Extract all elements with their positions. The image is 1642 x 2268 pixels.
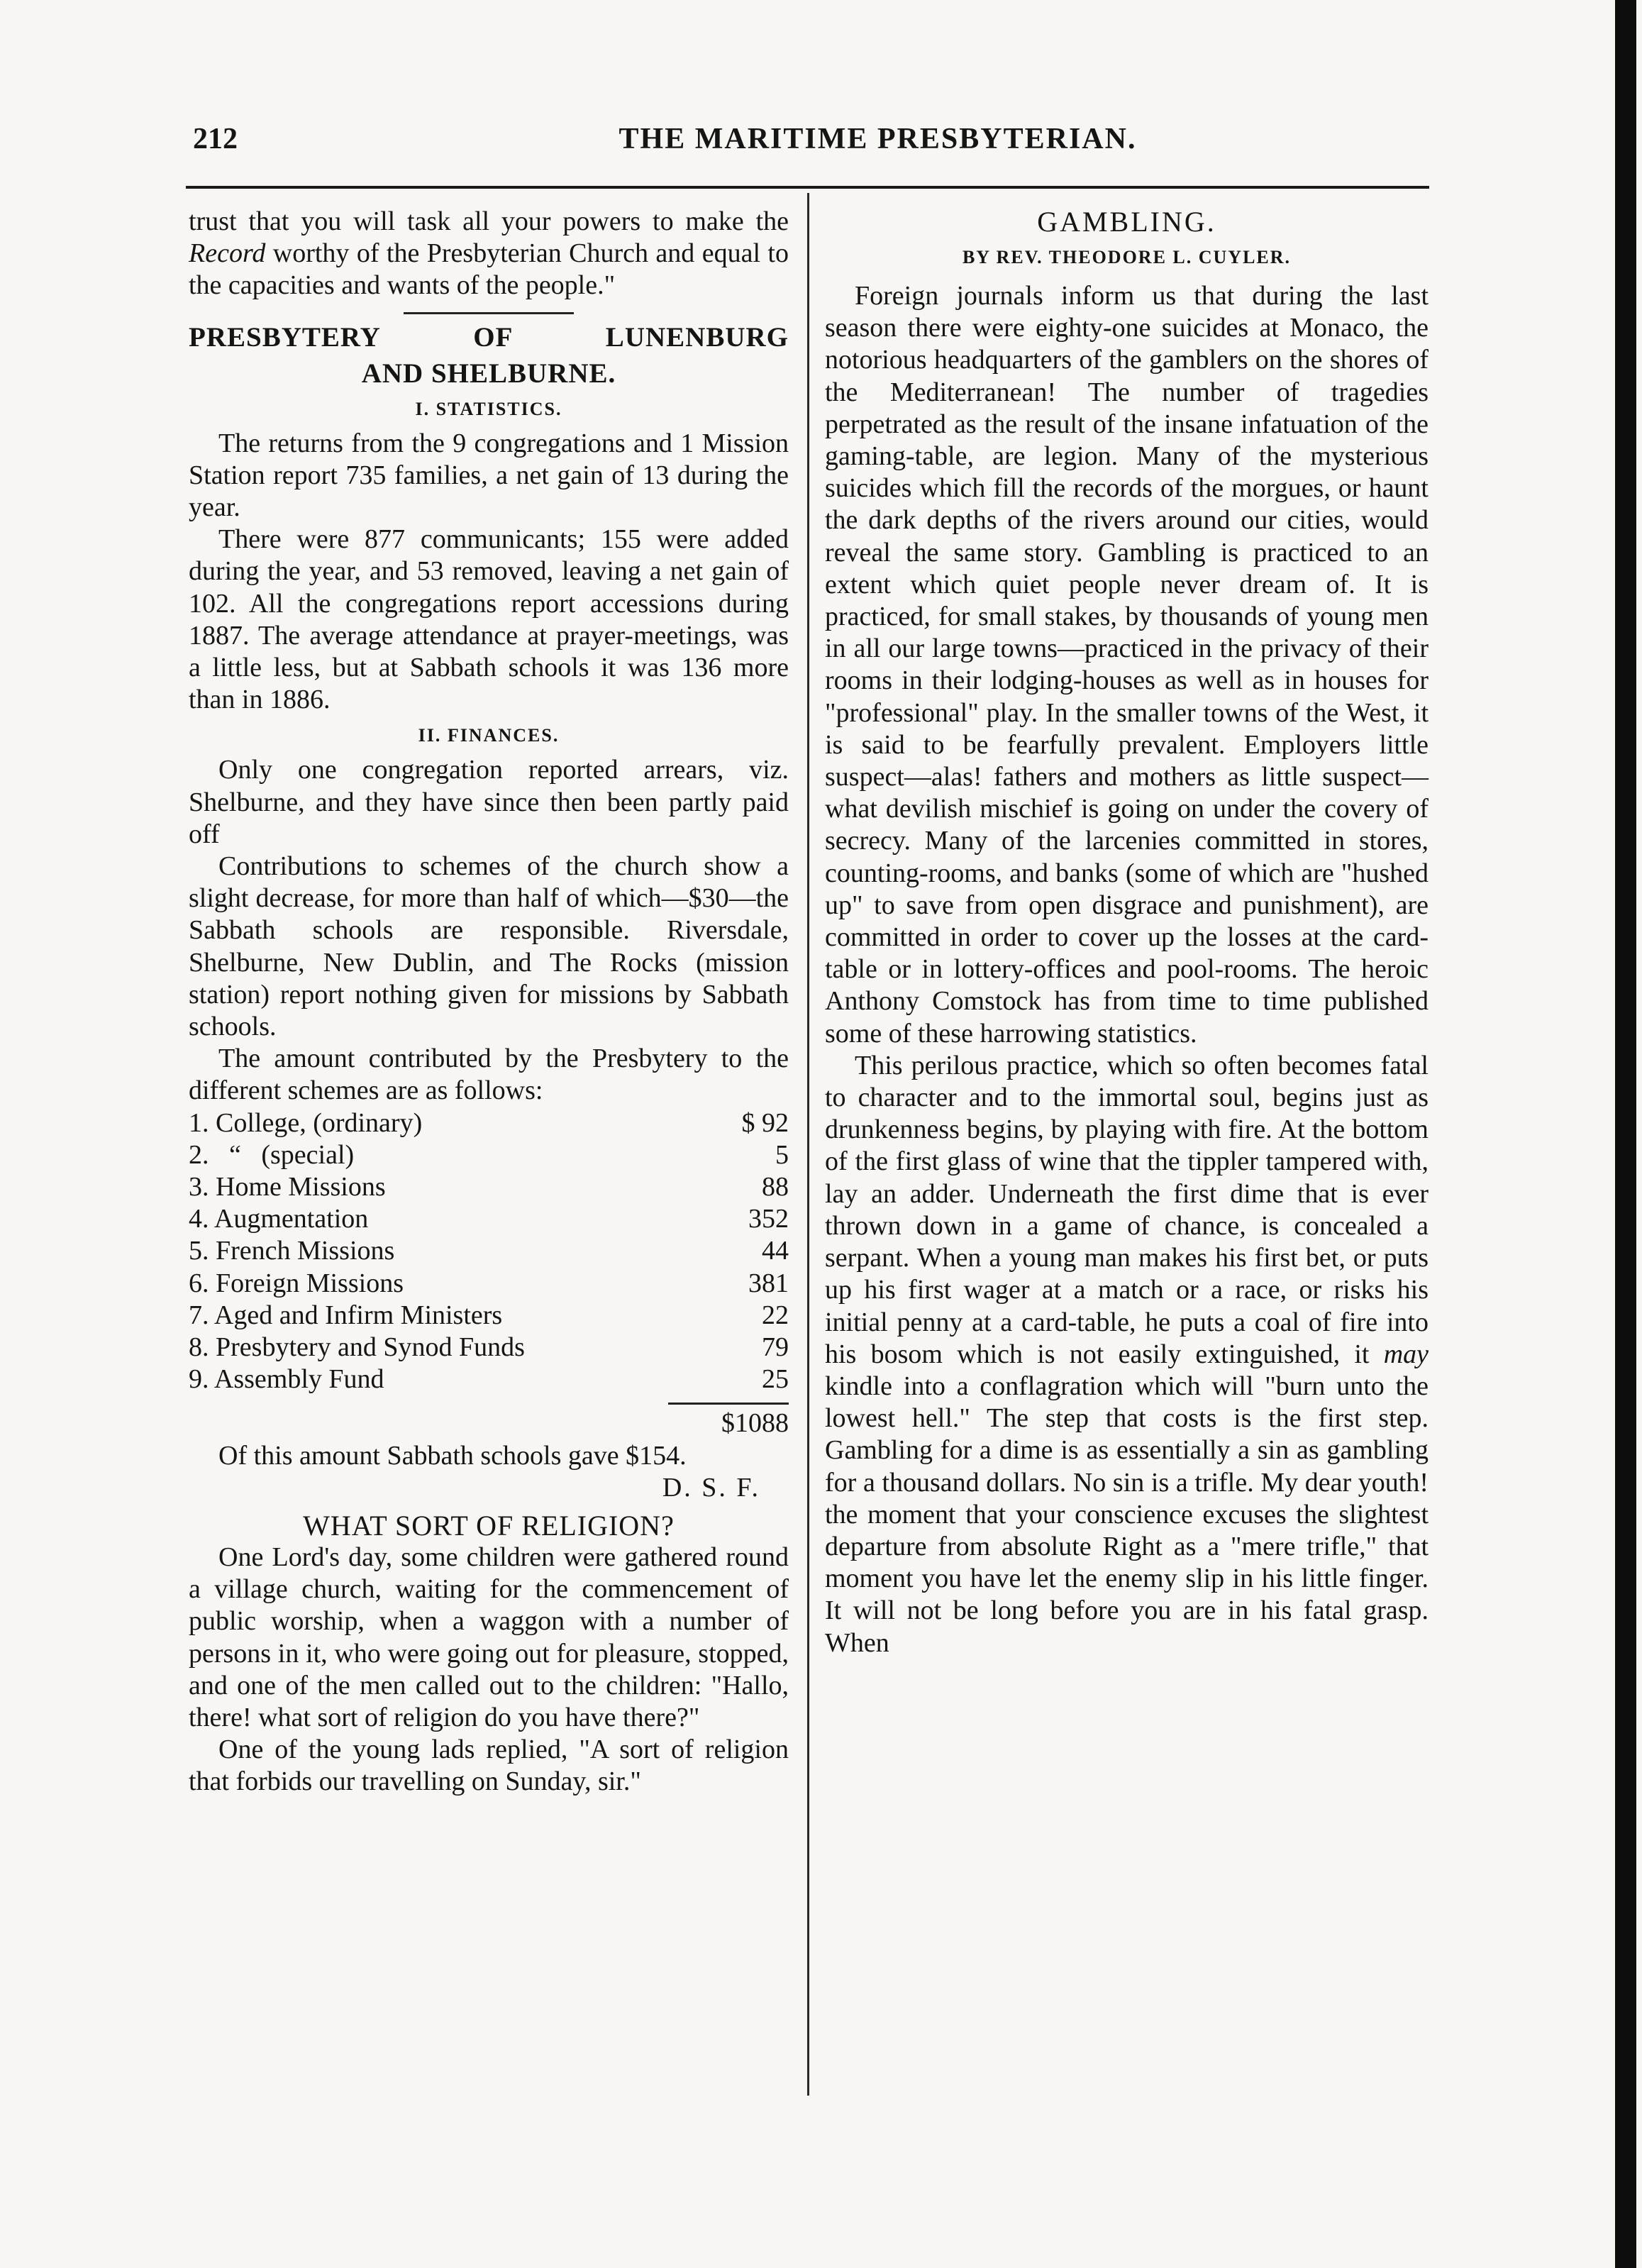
column-divider xyxy=(807,193,809,2096)
scheme-label: 6. Foreign Missions xyxy=(189,1268,404,1298)
right-column xyxy=(825,206,1429,1659)
list-item xyxy=(189,1268,789,1300)
article-heading-line-2: AND SHELBURNE. xyxy=(361,358,616,389)
list-item xyxy=(189,1107,789,1139)
page-number: 212 xyxy=(193,123,238,155)
signature: D. S. F. xyxy=(662,1472,760,1503)
scan-edge-bar xyxy=(1615,0,1636,2268)
scheme-label: 4. Augmentation xyxy=(189,1204,369,1234)
scheme-label: 5. French Missions xyxy=(189,1236,395,1266)
gambling-paragraph-2-after: kindle into a conflagration which will "burn unto the lowest hell." The step that costs is the first step. Gambling for a dime is as essentially a sin as gambling for a thousand dollars. No sin is a trifle. My dear youth! the moment that your conscience excuses the slightest departure from absolute Right as a "mere trifle," that moment you have let the enemy slip in his little finger. It will not be long before you are in his fatal grasp. When xyxy=(825,1371,1429,1658)
list-item xyxy=(189,1203,789,1235)
gambling-paragraph-2-may: may xyxy=(1383,1339,1429,1369)
scheme-label: 8. Presbytery and Synod Funds xyxy=(189,1332,525,1362)
scheme-label: 9. Assembly Fund xyxy=(189,1364,384,1395)
article-heading-line-1: PRESBYTERY OF LUNENBURG xyxy=(189,321,789,353)
gambling-paragraph-2 xyxy=(825,1050,1429,1659)
scheme-amount: 352 xyxy=(748,1204,789,1234)
list-item xyxy=(189,1171,789,1203)
finances-paragraph-2: Contributions to schemes of the church show a slight decrease, for more than half of which—$30—the Sabbath schools are responsible. Riversdale, Shelburne, New Dublin, and The Rocks (mission station) report nothing given for missions by Sabbath schools. xyxy=(189,851,789,1042)
byline: BY REV. THEODORE L. CUYLER. xyxy=(962,247,1292,267)
scheme-amount: 5 xyxy=(775,1139,789,1170)
article-heading-religion: WHAT SORT OF RELIGION? xyxy=(303,1509,675,1542)
scheme-label: 2. “ (special) xyxy=(189,1139,355,1170)
running-title: THE MARITIME PRESBYTERIAN. xyxy=(618,123,1137,155)
sabbath-schools-note: Of this amount Sabbath schools gave $154. xyxy=(218,1440,687,1471)
total-rule xyxy=(668,1403,789,1405)
schemes-list xyxy=(189,1107,789,1396)
section-heading-finances: II. FINANCES. xyxy=(418,725,560,746)
list-item xyxy=(189,1300,789,1332)
section-divider xyxy=(404,312,574,314)
list-item xyxy=(189,1363,789,1395)
scheme-label: 1. College, (ordinary) xyxy=(189,1107,423,1138)
list-item xyxy=(189,1235,789,1267)
scheme-amount: 79 xyxy=(762,1332,789,1362)
scheme-label: 7. Aged and Infirm Ministers xyxy=(189,1300,503,1330)
intro-text-record: Record xyxy=(189,238,266,269)
scheme-amount: $ 92 xyxy=(741,1107,789,1138)
intro-paragraph xyxy=(189,206,789,302)
scheme-amount: 25 xyxy=(762,1364,789,1395)
statistics-paragraph-2: There were 877 communicants; 155 were added during the year, and 53 removed, leaving a net gain of 102. All the congregations report accessions during 1887. The average attendance at prayer-meetings, was a little less, but at Sabbath schools it was 136 more than in 1886. xyxy=(189,524,789,715)
finances-paragraph-3: The amount contributed by the Presbytery to the different schemes are as follows: xyxy=(189,1044,789,1106)
header-rule xyxy=(186,186,1429,189)
scheme-label: 3. Home Missions xyxy=(189,1172,386,1202)
gambling-paragraph-2-before: This perilous practice, which so often becomes fatal to character and to the immortal soul, begins just as drunkenness begins, by playing with fire. At the bottom of the first glass of wine that the tippler tampered with, lay an adder. Underneath the first dime that is ever thrown down in a game of chance, is concealed a serpant. When a young man makes his first bet, or puts up his first wager at a match or a race, or risks his initial penny at a card-table, he puts a coal of fire into his bosom which is not easily extinguished, it xyxy=(825,1050,1429,1369)
scheme-amount: 88 xyxy=(762,1172,789,1202)
religion-paragraph-1: One Lord's day, some children were gathered round a village church, waiting for the commencement of public worship, when a waggon with a number of persons in it, who were going out for pleasure, stopped, and one of the men called out to the children: "Hallo, there! what sort of religion do you have there?" xyxy=(189,1542,789,1732)
list-item xyxy=(189,1139,789,1171)
gambling-paragraph-1: Foreign journals inform us that during the last season there were eighty-one suicides at Monaco, the notorious headquarters of the gamblers on the shores of the Mediterranean! The number of tragedies perpetrated as the result of the insane infatuation of the gaming-table, are legion. Many of the mysterious suicides which fill the records of the morgues, or haunt the dark depths of the rivers around our cities, would reveal the same story. Gambling is practiced to an extent which quiet people never dream of. It is practiced, for small stakes, by thousands of young men in all our large towns—practiced in the privacy of their rooms in their lodging-houses as well as in houses for "professional" play. In the smaller towns of the West, it is said to be fearfully prevalent. Employers little suspect—alas! fathers and mothers as little suspect—what devilish mischief is going on under the covery of secrecy. Many of the larcenies committed in stores, counting-rooms, and banks (some of which are "hushed up" to save from open disgrace and punishment), are committed in order to cover up the losses at the card-table or in lottery-offices and pool-rooms. The heroic Anthony Comstock has from time to time published some of these harrowing statistics. xyxy=(825,281,1429,1049)
list-item xyxy=(189,1332,789,1363)
statistics-paragraph-1: The returns from the 9 congregations and 1 Mission Station report 735 families, a net gain of 13 during the year. xyxy=(189,428,789,523)
intro-text-before: trust that you will task all your powers to make the xyxy=(189,206,789,236)
finances-paragraph-1: Only one congregation reported arrears, viz. Shelburne, and they have since then been partly paid off xyxy=(189,755,789,849)
section-heading-statistics: I. STATISTICS. xyxy=(415,398,562,419)
scheme-amount: 381 xyxy=(748,1268,789,1298)
religion-paragraph-2: One of the young lads replied, "A sort of religion that forbids our travelling on Sunday, sir." xyxy=(189,1735,789,1797)
scheme-amount: 44 xyxy=(762,1236,789,1266)
schemes-total: $1088 xyxy=(721,1408,789,1439)
intro-text-after: worthy of the Presbyterian Church and equal to the capacities and wants of the people." xyxy=(189,238,789,301)
scheme-amount: 22 xyxy=(762,1300,789,1330)
article-heading-gambling: GAMBLING. xyxy=(1037,206,1216,238)
left-column xyxy=(189,206,789,1798)
